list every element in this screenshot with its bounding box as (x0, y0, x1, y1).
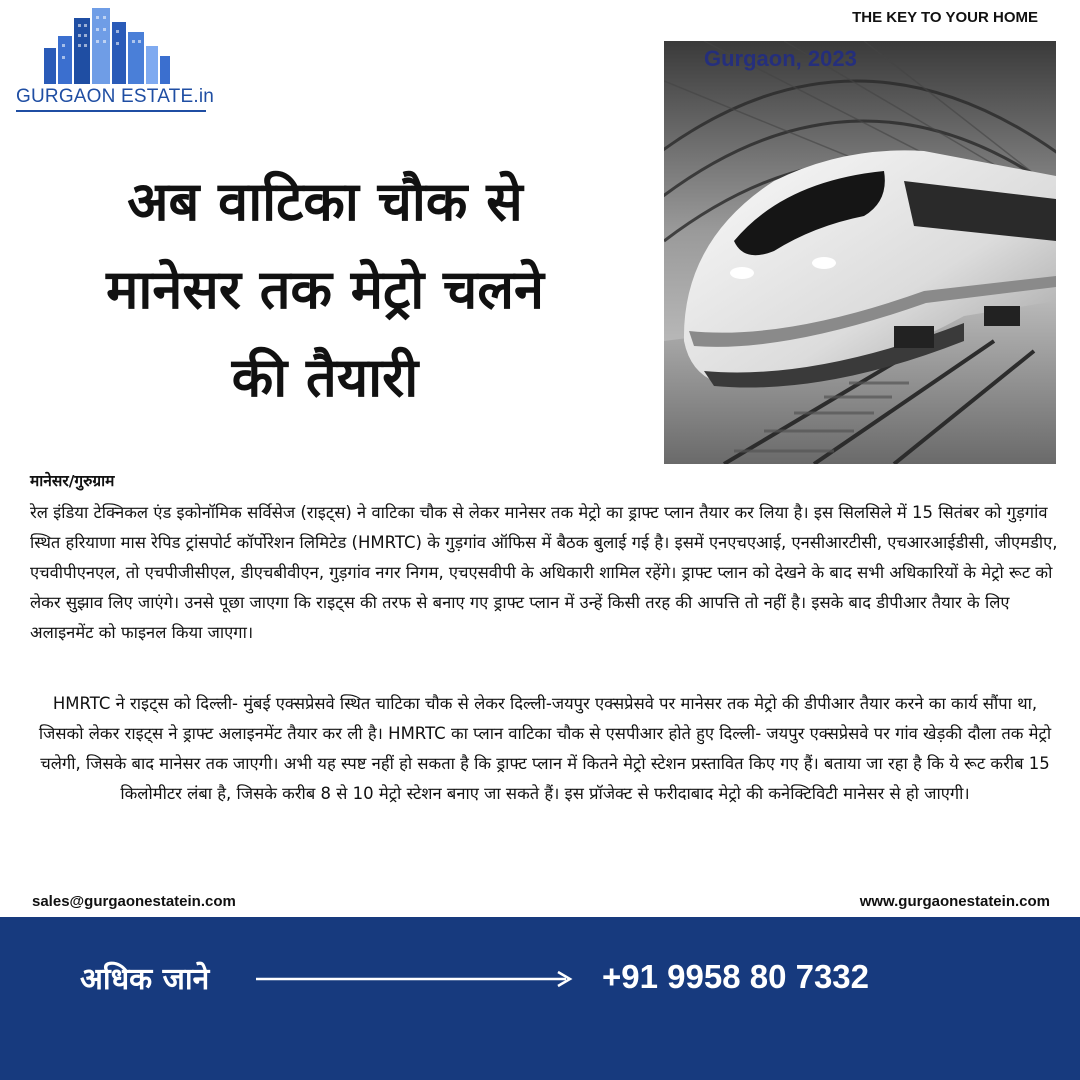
train-illustration (664, 41, 1056, 464)
logo-underline (16, 110, 206, 112)
logo-text: GURGAON ESTATE.in (16, 86, 215, 107)
photo-caption: Gurgaon, 2023 (704, 46, 857, 71)
brand-tagline: THE KEY TO YOUR HOME (852, 9, 1038, 26)
phone-number[interactable]: +91 9958 80 7332 (602, 958, 870, 995)
footer-band (0, 917, 1080, 1080)
contact-email-link[interactable]: sales@gurgaonestatein.com (32, 893, 236, 910)
article-dateline: मानेसर/गुरुग्राम (30, 472, 115, 490)
headline (20, 158, 630, 422)
headline-line-2: मानेसर तक मेट्रो चलने (106, 258, 544, 321)
headline-line-3: की तैयारी (231, 346, 419, 409)
headline-line-1: अब वाटिका चौक से (127, 170, 523, 233)
arrow-right-icon (256, 969, 576, 989)
know-more-label[interactable]: अधिक जाने (80, 962, 210, 997)
article-paragraph-1: रेल इंडिया टेक्निकल एंड इकोनॉमिक सर्विसेज (राइट्स) ने वाटिका चौक से लेकर मानेसर तक मेट्रो का ड्राफ्ट प्लान तैयार कर लिया है। इस सिलसिले में 15 सितंबर को गुड़गांव स्थित हरियाणा मास रेपिड ट्रांसपोर्ट कॉर्पोरेशन लिमिटेड (HMRTC) के गुड़गांव ऑफिस में बैठक बुलाई गई है। इसमें एनएचएआई, एनसीआरटीसी, एचआरआईडीसी, जीएमडीए, एचवीपीएनएल, तो एचपीजीसीएल, डीएचबीवीएन, गुड़गांव नगर निगम, एचएसवीपी के अधिकारी शामिल रहेंगे। ड्राफ्ट प्लान को देखने के बाद सभी अधिकारियों के मेट्रो रूट को लेकर सुझाव लिए जाएंगे। उनसे पूछा जाएगा कि राइट्स की तरफ से बनाए गए ड्राफ्ट प्लान में उन्हें किसी तरह की आपत्ति तो नहीं है। इसके बाद डीपीआर तैयार के लिए अलाइनमेंट को फाइनल किया जाएगा। (30, 503, 1058, 642)
brand-logo (14, 6, 215, 112)
metro-train-photo (664, 41, 1056, 464)
article-paragraph-2: HMRTC ने राइट्स को दिल्ली- मुंबई एक्सप्रेसवे स्थित चाटिका चौक से लेकर दिल्ली-जयपुर एक्सप्रेसवे पर मानेसर तक मेट्रो की डीपीआर तैयार करने का कार्य सौंपा था, जिसको लेकर राइट्स ने ड्राफ्ट अलाइनमेंट तैयार कर ली है। HMRTC का प्लान वाटिका चौक से एसपीआर होते हुए दिल्ली- जयपुर एक्सप्रेसवे पर गांव खेड़की दौला तक मेट्रो चलेगी, जिसके बाद मानेसर तक जाएगी। अभी यह स्पष्ट नहीं हो सकता है कि ड्राफ्ट प्लान में कितने मेट्रो स्टेशन प्रस्तावित किए गए हैं। बताया जा रहा है कि ये रूट करीब 15 किलोमीटर लंबा है, जिसके करीब 8 से 10 मेट्रो स्टेशन बनाए जा सकते हैं। इस प्रॉजेक्ट से फरीदाबाद मेट्रो की कनेक्टिविटी मानेसर से हो जाएगी। (38, 694, 1052, 803)
skyline-logo-icon (42, 8, 172, 86)
website-link[interactable]: www.gurgaonestatein.com (859, 893, 1050, 910)
